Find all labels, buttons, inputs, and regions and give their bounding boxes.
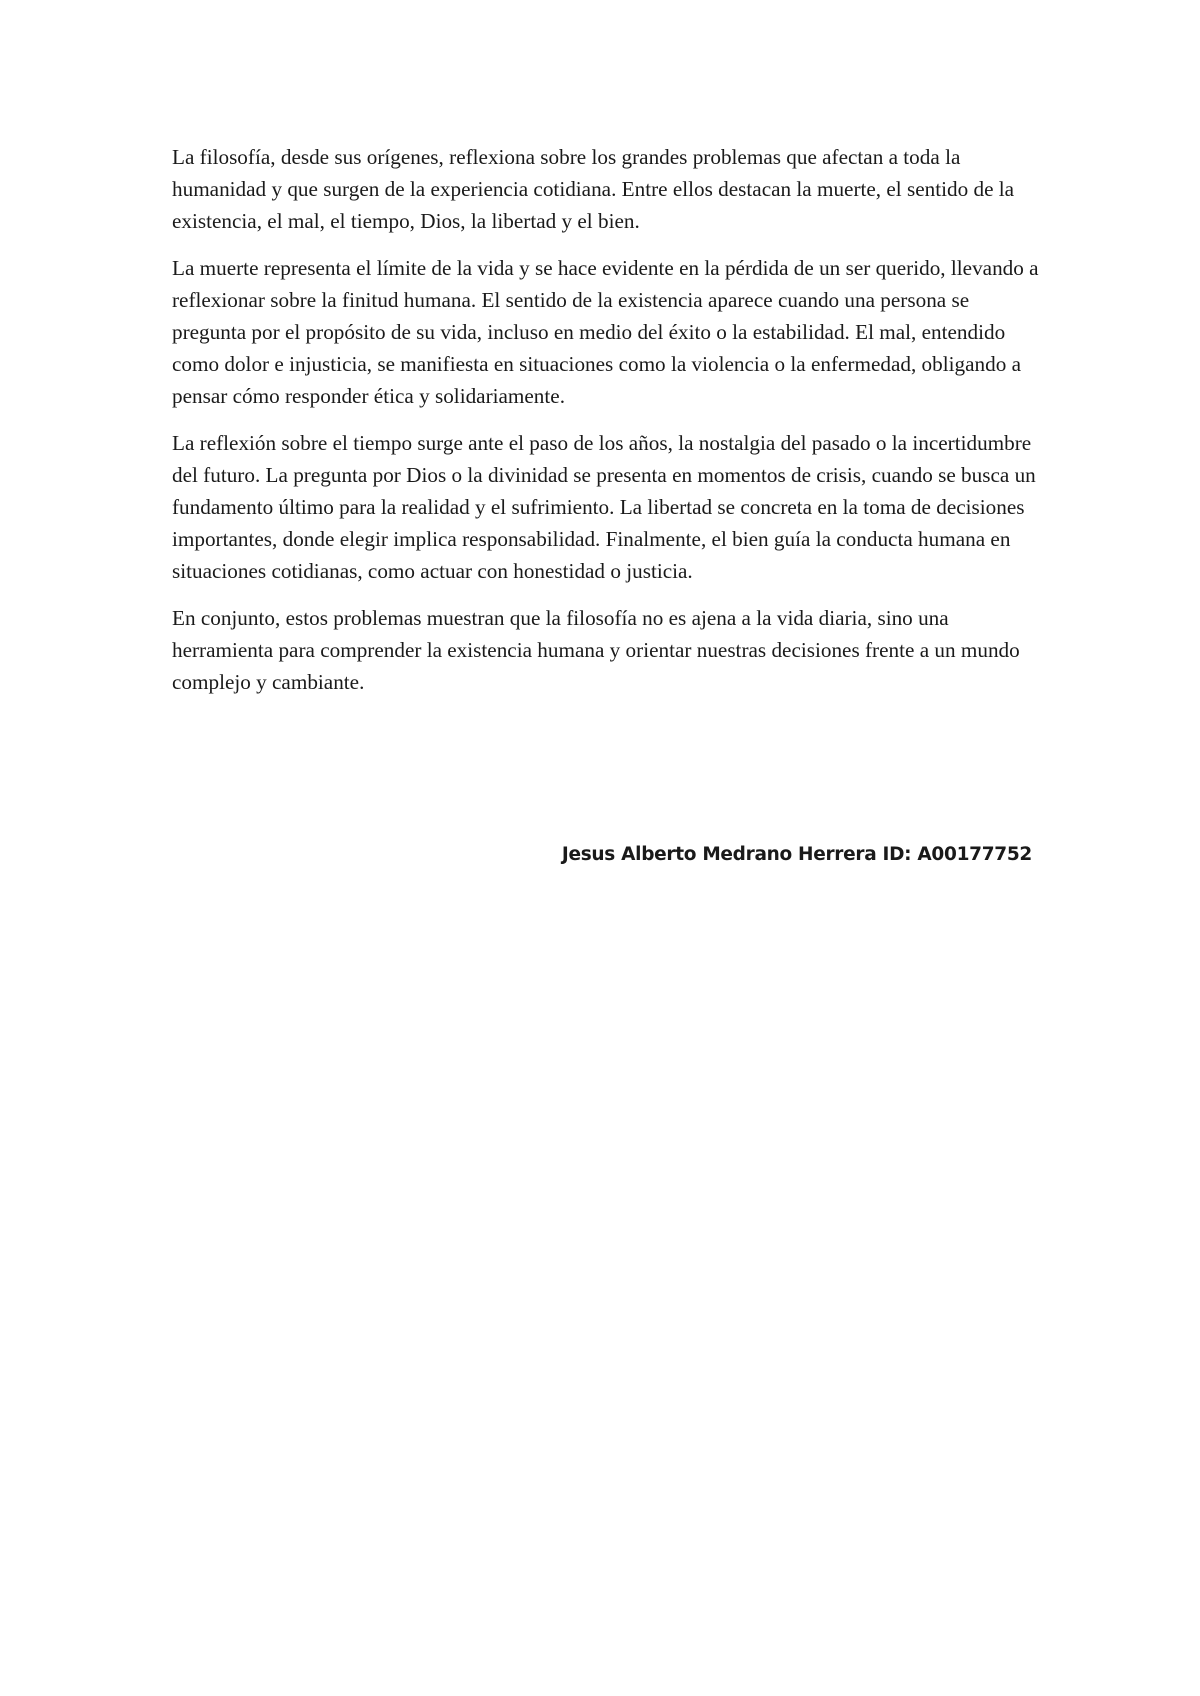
paragraph-2: La muerte representa el límite de la vida y se hace evidente en la pérdida de un ser querido, llevando a reflexionar sobre la finitud humana. El sentido de la existencia aparece cuando una persona se pregunta por el propósito de su vida, incluso en medio del éxito o la estabilidad. El mal, entendido como dolor e injusticia, se manifiesta en situaciones como la violencia o la enfermedad, obligando a pensar cómo responder ética y solidariamente. (172, 256, 1039, 408)
paragraph-1: La filosofía, desde sus orígenes, reflexiona sobre los grandes problemas que afectan a toda la humanidad y que surgen de la experiencia cotidiana. Entre ellos destacan la muerte, el sentido de la existencia, el mal, el tiempo, Dios, la libertad y el bien. (172, 145, 1015, 233)
paragraph-4: En conjunto, estos problemas muestran que la filosofía no es ajena a la vida diaria, sino una herramienta para comprender la existencia humana y orientar nuestras decisiones frente a un mundo complejo y cambiante. (172, 606, 1020, 694)
author-signature: Jesus Alberto Medrano Herrera ID: A00177752 (561, 844, 1032, 865)
paragraph-3: La reflexión sobre el tiempo surge ante el paso de los años, la nostalgia del pasado o la incertidumbre del futuro. La pregunta por Dios o la divinidad se presenta en momentos de crisis, cuando se busca un fundamento último para la realidad y el sufrimiento. La libertad se concreta en la toma de decisiones importantes, donde elegir implica responsabilidad. Finalmente, el bien guía la conducta humana en situaciones cotidianas, como actuar con honestidad o justicia. (172, 431, 1036, 583)
document-body (172, 141, 1040, 713)
